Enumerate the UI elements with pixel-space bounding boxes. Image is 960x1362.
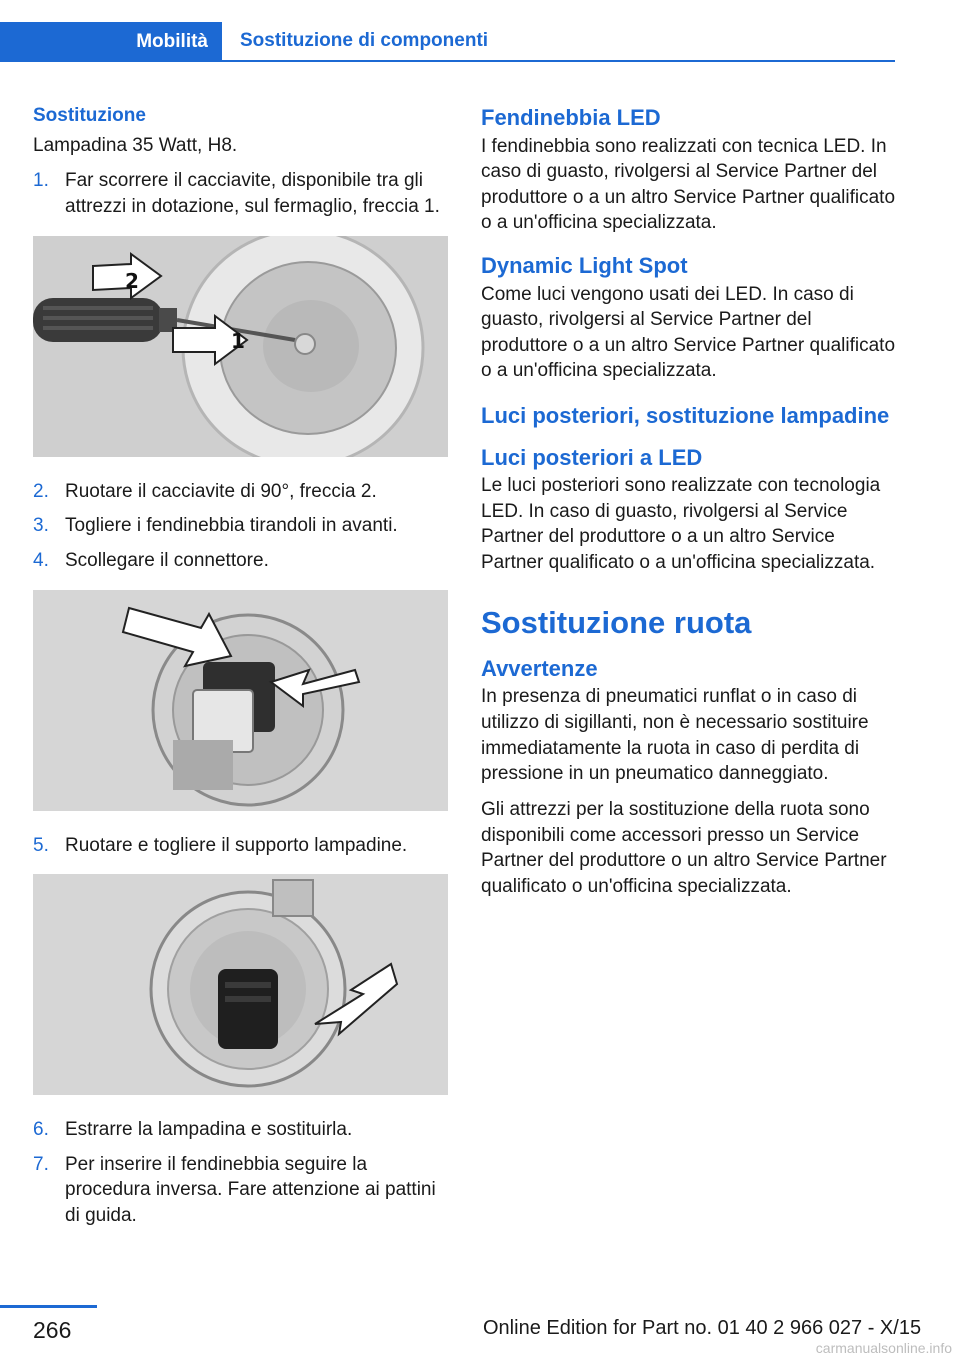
list-item — [33, 168, 448, 219]
step-number: 1. — [33, 170, 49, 192]
para-avvertenze-1: In presenza di pneumatici runflat o in caso di utilizzo di sigillanti, non è necessario sostituire immediatamente la ruota in caso di perdita di pressione in un pneumatico danneggiato. — [481, 686, 869, 785]
figure-bulb-holder — [33, 874, 448, 1095]
step-number: 4. — [33, 549, 49, 571]
bulb-spec: Lampadina 35 Watt, H8. — [33, 134, 238, 156]
online-edition-note: Online Edition for Part no. 01 40 2 966 027 - X/15 — [483, 1317, 922, 1339]
list-item — [33, 1152, 448, 1229]
step-text: Far scorrere il cacciavite, disponibile tra gli attrezzi in dotazione, sul fermaglio, freccia 1. — [65, 170, 440, 217]
heading-avvertenze: Avvertenze — [481, 655, 598, 681]
para-dynamic-light-spot: Come luci vengono usati dei LED. In caso di guasto, rivolgersi al Service Partner del produttore o a un altro Service Partner qualificato o a un'officina specializzata. — [481, 283, 896, 382]
subheading-sostituzione: Sostituzione — [33, 105, 146, 126]
arrow-label-1: 1 — [231, 328, 245, 353]
step-number: 5. — [33, 834, 49, 856]
list-item — [33, 479, 448, 505]
steps-list-b — [33, 479, 448, 574]
step-text: Ruotare il cacciavite di 90°, freccia 2. — [65, 480, 377, 502]
step-number: 3. — [33, 515, 49, 537]
tab-section-title[interactable] — [222, 22, 895, 62]
steps-list-c — [33, 833, 448, 859]
heading-fendinebbia-led: Fendinebbia LED — [481, 105, 661, 130]
header-bar — [0, 22, 895, 62]
bulb-holder-illustration — [33, 874, 448, 1095]
figure-screwdriver-clip — [33, 236, 448, 457]
connector-illustration — [33, 590, 448, 811]
heading-sostituzione-ruota: Sostituzione ruota — [481, 604, 752, 640]
arrow-label-2: 2 — [125, 268, 139, 293]
heading-luci-posteriori: Luci posteriori, sostituzione lampadine — [481, 403, 890, 429]
step-text: Ruotare e togliere il supporto lampadine. — [65, 834, 408, 856]
list-item — [33, 833, 448, 859]
watermark: carmanualsonline.info — [815, 1340, 952, 1356]
step-number: 2. — [33, 480, 49, 502]
heading-luci-posteriori-led: Luci posteriori a LED — [481, 444, 703, 470]
footer-rule — [0, 1305, 97, 1308]
heading-dynamic-light-spot: Dynamic Light Spot — [481, 253, 688, 279]
para-fendinebbia: I fendinebbia sono realizzati con tecnica LED. In caso di guasto, rivolgersi al Service Partner del produttore o a un altro Service Partner qualificato o a un'officina specializzata. — [481, 135, 896, 234]
step-number: 7. — [33, 1153, 49, 1175]
list-item — [33, 1117, 448, 1143]
list-item — [33, 548, 448, 574]
step-text: Scollegare il connettore. — [65, 549, 269, 571]
screwdriver-illustration — [33, 236, 448, 457]
step-number: 6. — [33, 1119, 49, 1141]
step-text: Per inserire il fendinebbia seguire la procedura inversa. Fare attenzione ai pattini di guida. — [65, 1153, 436, 1227]
left-column — [33, 104, 448, 1245]
tab-mobilita[interactable] — [0, 22, 222, 62]
para-luci-posteriori-led: Le luci posteriori sono realizzate con tecnologia LED. In caso di guasto, rivolgersi al Service Partner del produttore o a un altro Service Partner qualificato o a un'officina specializzata. — [481, 475, 881, 574]
para-avvertenze-2: Gli attrezzi per la sostituzione della ruota sono disponibili come accessori presso un Service Partner del produttore o un altro Service Partner qualificato o un'officina specializzata. — [481, 798, 887, 897]
page-number: 266 — [33, 1317, 72, 1343]
step-text: Togliere i fendinebbia tirandoli in avanti. — [65, 515, 398, 537]
tab-mobilita-label: Mobilità — [136, 31, 208, 52]
steps-list-d — [33, 1117, 448, 1229]
figure-connector — [33, 590, 448, 811]
right-column — [481, 104, 896, 910]
list-item — [33, 513, 448, 539]
step-text: Estrarre la lampadina e sostituirla. — [65, 1119, 353, 1141]
section-title-label: Sostituzione di componenti — [240, 30, 489, 51]
steps-list-a — [33, 168, 448, 219]
